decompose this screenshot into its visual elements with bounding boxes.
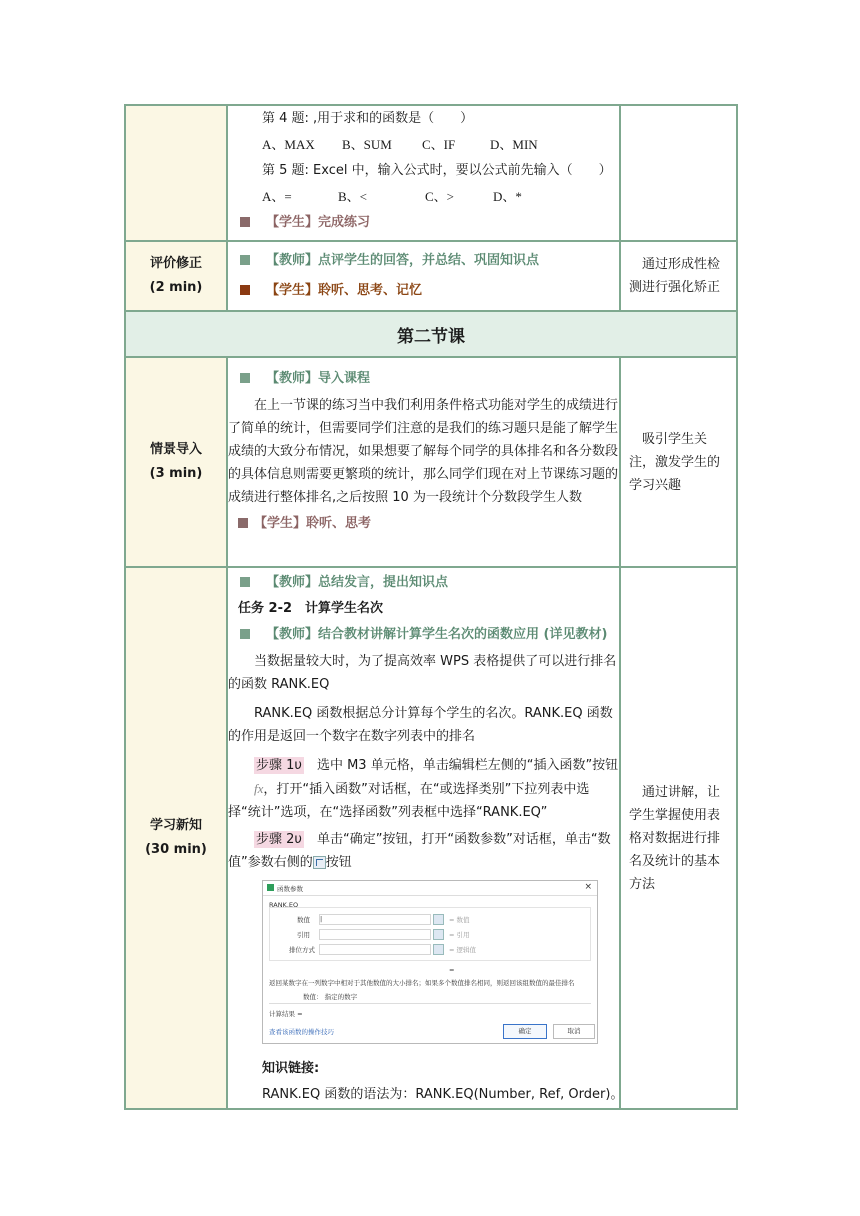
teacher-activity: 【教师】总结发言，提出知识点 [228, 570, 619, 596]
calc-result: 计算结果 = [269, 1010, 303, 1018]
square-bullet-icon [240, 217, 250, 227]
option: D、* [493, 189, 522, 204]
lesson-plan-table [124, 104, 738, 1110]
help-link[interactable]: 查看该函数的操作技巧 [269, 1028, 334, 1036]
option: A、MAX [262, 137, 315, 152]
learn-content-cell [227, 567, 624, 1109]
evaluation-intent-cell [620, 241, 737, 311]
step-1: 步骤 1υ 选中 M3 单元格，单击编辑栏左侧的“插入函数”按钮fx，打开“插入函数”对话框，在“或选择类别”下拉列表中选择“统计”选项，在“选择函数”列表框中选择“RANK.EQ” [228, 758, 619, 820]
cancel-button[interactable]: 取消 [553, 1024, 595, 1039]
option: B、< [338, 189, 368, 204]
field-result: = 引用 [449, 931, 470, 939]
question-5-options [228, 184, 619, 210]
student-activity: 【学生】完成练习 [228, 210, 619, 236]
collapse-dialog-icon[interactable] [433, 929, 444, 940]
option: C、> [425, 189, 455, 204]
teacher-activity: 【教师】结合教材讲解计算学生名次的函数应用 (详见教材) [228, 622, 619, 648]
row-label: 情景导入 [149, 442, 202, 457]
square-bullet-icon [238, 518, 248, 528]
paragraph-2: RANK.EQ 函数根据总分计算每个学生的名次。RANK.EQ 函数的作用是返回一个数字在数字列表中的排名 [228, 706, 613, 744]
scene-content-cell [227, 357, 620, 567]
syntax-line: RANK.EQ 函数的语法为：RANK.EQ(Number, Ref, Order)。 [262, 1087, 624, 1102]
field-label: 引用 [297, 931, 310, 939]
option: A、= [262, 189, 292, 204]
option: B、SUM [342, 137, 392, 152]
step-1-label: 步骤 1υ [256, 758, 302, 773]
field-result: = 数值 [449, 916, 470, 924]
divider [269, 1003, 591, 1004]
square-bullet-icon [240, 285, 250, 295]
insert-function-icon: fx [254, 781, 264, 796]
function-arguments-dialog [262, 880, 598, 1044]
design-intent: 通过讲解，让学生掌握使用表格对数据进行排名及统计的基本方法 [629, 784, 721, 892]
wps-app-icon [267, 884, 274, 891]
square-bullet-icon [240, 373, 250, 383]
scene-intro-row [125, 357, 737, 567]
question-4-options [228, 132, 619, 158]
close-icon[interactable]: × [584, 882, 592, 892]
number-input[interactable]: | [319, 914, 431, 925]
exercise-intent-cell [620, 105, 737, 241]
scene-intent-cell [620, 357, 737, 567]
square-bullet-icon [240, 255, 250, 265]
learn-row [125, 567, 737, 1109]
dialog-titlebar [263, 881, 597, 896]
design-intent: 吸引学生关注，激发学生的学习兴趣 [629, 431, 721, 493]
collapse-dialog-icon [313, 856, 326, 869]
scene-label-cell [125, 357, 227, 567]
step-2: 步骤 2υ 单击“确定”按钮，打开“函数参数”对话框，单击“数值”参数右侧的 按钮 [228, 832, 611, 870]
teacher-activity: 【教师】导入课程 [228, 366, 619, 392]
evaluation-label-cell [125, 241, 227, 311]
design-intent: 通过形成性检测进行强化矫正 [629, 257, 721, 295]
question-5: 第 5 题: Excel 中，输入公式时，要以公式前先输入（ ） [262, 163, 612, 178]
row-time: (2 min) [149, 280, 203, 295]
paragraph-1: 当数据量较大时，为了提高效率 WPS 表格提供了可以进行排名的函数 RANK.EQ [228, 654, 617, 692]
field-result: = 逻辑值 [449, 946, 477, 954]
student-activity: 【学生】聆听、思考、记忆 [228, 276, 619, 306]
question-4: 第 4 题: ,用于求和的函数是（ ） [262, 111, 474, 126]
exercise-label-cell [125, 105, 227, 241]
dialog-title: 函数参数 [277, 885, 303, 893]
row-label: 评价修正 [149, 256, 202, 271]
square-bullet-icon [240, 629, 250, 639]
intro-paragraph: 在上一节课的练习当中我们利用条件格式功能对学生的成绩进行了简单的统计，但需要同学们注意的是我们的练习题只是能了解学生成绩的大致分布情况，如果想要了解每个同学的具体排名和各分数段的具体信息则需要更繁琐的统计，那么同学们现在对上节课练习题的成绩进行整体排名,之后按照 10 为一段统计个分数段学生人数 [228, 398, 619, 505]
section-header-row [125, 311, 737, 357]
exercise-row [125, 105, 737, 241]
function-group-label: RANK.EQ [269, 901, 299, 909]
collapse-dialog-icon[interactable] [433, 914, 444, 925]
row-label: 学习新知 [149, 818, 202, 833]
evaluation-content-cell [227, 241, 620, 311]
knowledge-title: 知识链接: [262, 1061, 320, 1076]
collapse-dialog-icon[interactable] [433, 944, 444, 955]
exercise-content-cell [227, 105, 620, 241]
step-2-label: 步骤 2υ [256, 832, 302, 847]
teacher-activity: 【教师】点评学生的回答，并总结、巩固知识点 [228, 246, 619, 276]
option: C、IF [422, 137, 456, 152]
row-time: (3 min) [149, 466, 203, 481]
learn-intent-cell [620, 567, 737, 1109]
square-bullet-icon [240, 577, 250, 587]
field-label: 排位方式 [289, 946, 315, 954]
function-description: 返回某数字在一列数字中相对于其他数值的大小排名；如果多个数值排名相同，则返回该组数值的最佳排名 [269, 979, 575, 987]
ref-input[interactable] [319, 929, 431, 940]
learn-label-cell [125, 567, 227, 1109]
field-label: 数值 [297, 916, 310, 924]
parameter-description: 数值： 指定的数字 [303, 993, 358, 1001]
section-title: 第二节课 [125, 311, 737, 357]
order-input[interactable] [319, 944, 431, 955]
option: D、MIN [490, 137, 538, 152]
task-title: 任务 2-2 计算学生名次 [238, 601, 384, 616]
row-time: (30 min) [145, 842, 207, 857]
evaluation-row [125, 241, 737, 311]
ok-button[interactable]: 确定 [503, 1024, 547, 1039]
equals-sign: = [449, 966, 455, 974]
student-activity: 【学生】聆听、思考 [228, 511, 619, 537]
